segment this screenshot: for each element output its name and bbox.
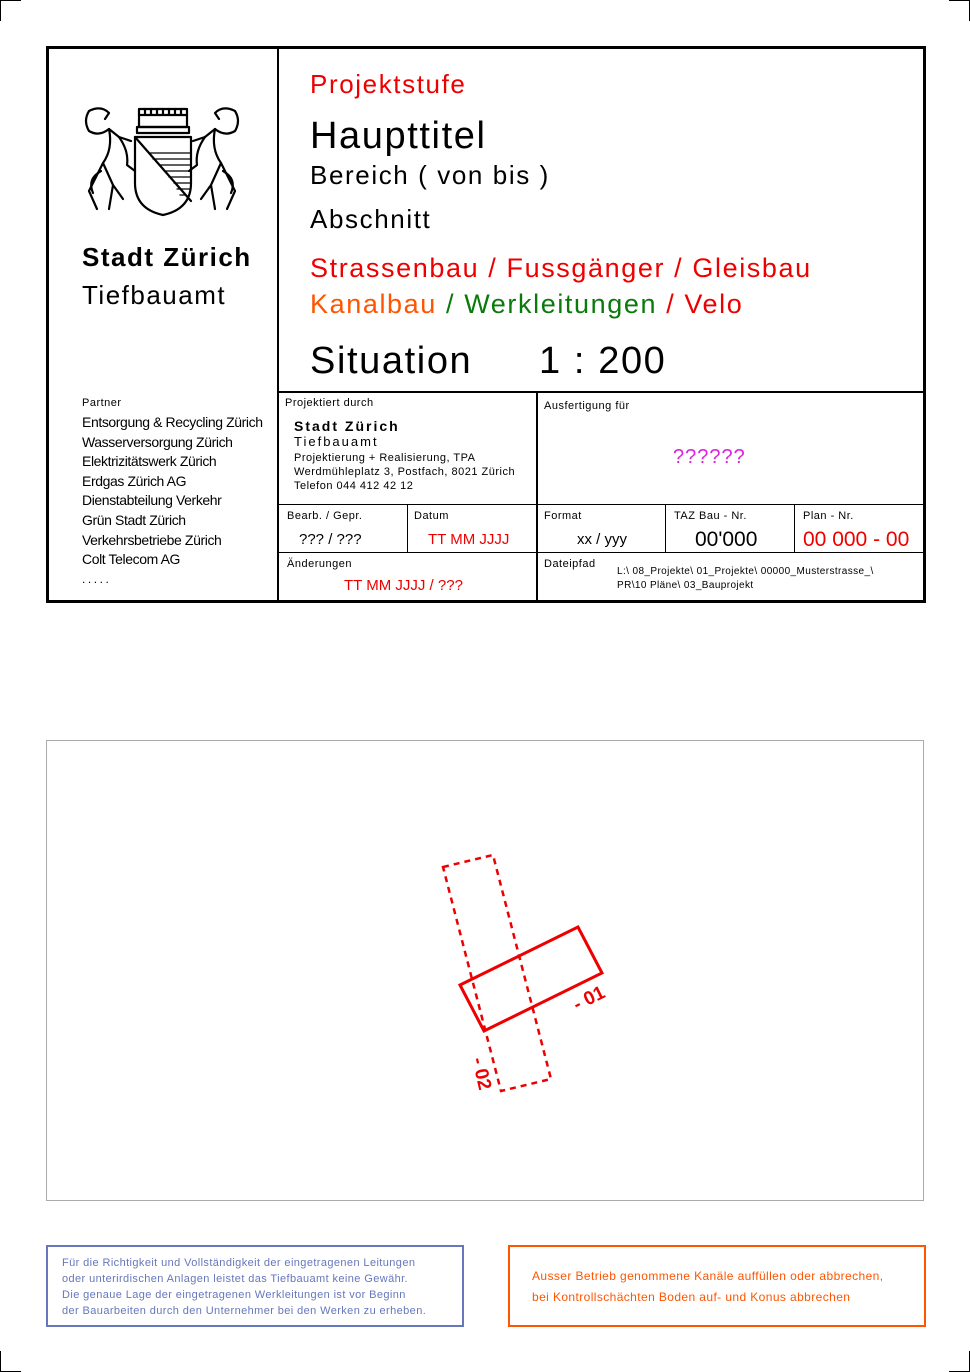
divider-row-fields xyxy=(277,504,923,505)
partner-item: Erdgas Zürich AG xyxy=(82,472,187,489)
divider-format-taz xyxy=(665,504,666,552)
partner-item: Entsorgung & Recycling Zürich xyxy=(82,414,263,430)
divider-row-aenderungen xyxy=(277,552,923,553)
note-decommissioning-line: Ausser Betrieb genommene Kanäle auffüllen oder abbrechen, xyxy=(532,1269,884,1283)
area-range: Bereich ( von bis ) xyxy=(310,160,550,190)
projektiert-department: Tiefbauamt xyxy=(294,434,379,449)
logo-org-department: Tiefbauamt xyxy=(82,280,227,310)
partner-item: . . . . . xyxy=(82,571,109,586)
discipline-velo: / Velo xyxy=(666,289,744,319)
datum-value: TT MM JJJJ xyxy=(428,531,510,548)
ausfertigung-label: Ausfertigung für xyxy=(544,400,630,412)
divider-mid xyxy=(536,391,538,600)
note-liability xyxy=(46,1245,464,1327)
projektiert-address: Werdmühleplatz 3, Postfach, 8021 Zürich xyxy=(294,466,516,478)
bearb-value: ??? / ??? xyxy=(299,531,362,548)
aenderungen-label: Änderungen xyxy=(287,558,352,570)
project-stage: Projektstufe xyxy=(310,69,467,99)
partner-item: Verkehrsbetriebe Zürich xyxy=(82,531,222,548)
plan-scale: 1 : 200 xyxy=(539,340,667,382)
section-02-outline xyxy=(443,855,551,1091)
note-liability-line: der Bauarbeiten durch den Unternehmer bei den Werken zu erheben. xyxy=(62,1305,427,1317)
projektiert-label: Projektiert durch xyxy=(285,397,374,409)
partner-item: Grün Stadt Zürich xyxy=(82,511,186,528)
dateipfad-line-2: PR\10 Pläne\ 03_Bauprojekt xyxy=(617,580,754,591)
note-decommissioning xyxy=(508,1245,926,1327)
discipline-werkleitungen: / Werkleitungen xyxy=(436,289,667,319)
projektiert-org: Stadt Zürich xyxy=(294,418,400,434)
divider-logo xyxy=(277,49,279,600)
partner-item: Dienstabteilung Verkehr xyxy=(82,492,222,509)
partner-item: Wasserversorgung Zürich xyxy=(82,433,233,450)
dateipfad-line-1: L:\ 08_Projekte\ 01_Projekte\ 00000_Musterstrasse_\ xyxy=(617,566,874,577)
discipline-line-2 xyxy=(310,291,743,318)
plan-type: Situation xyxy=(310,340,473,382)
format-value: xx / yyy xyxy=(577,531,628,548)
partner-list xyxy=(82,413,272,589)
label-section-01: - 01 xyxy=(569,982,609,1016)
label-section-02: - 02 xyxy=(467,1055,495,1093)
partner-item: Elektrizitätswerk Zürich xyxy=(82,453,217,470)
datum-label: Datum xyxy=(414,510,449,522)
title-block xyxy=(46,46,926,603)
plan-label: Plan - Nr. xyxy=(803,510,854,522)
projektiert-line-1: Projektierung + Realisierung, TPA xyxy=(294,452,476,464)
note-liability-line: Die genaue Lage der eingetragenen Werkleitungen ist vor Beginn xyxy=(62,1289,406,1301)
corner-mark-top-right xyxy=(949,0,970,21)
partner-item: Colt Telecom AG xyxy=(82,551,181,568)
divider-bearb-datum xyxy=(407,504,408,552)
divider-title-bottom xyxy=(277,391,923,393)
corner-mark-top-left xyxy=(0,0,21,21)
plan-value: 00 000 - 00 xyxy=(803,528,910,551)
situation-drawing xyxy=(47,741,923,1200)
zurich-coat-of-arms-icon xyxy=(79,101,245,221)
projektiert-phone: Telefon 044 412 42 12 xyxy=(294,480,414,492)
corner-mark-bottom-left xyxy=(0,1351,21,1372)
logo-org-name: Stadt Zürich xyxy=(82,242,252,272)
taz-value: 00'000 xyxy=(695,528,758,551)
partner-label: Partner xyxy=(82,397,122,409)
divider-taz-plan xyxy=(794,504,795,552)
section: Abschnitt xyxy=(310,204,432,234)
note-liability-line: oder unterirdischen Anlagen leistet das Tiefbauamt keine Gewähr. xyxy=(62,1273,409,1285)
taz-label: TAZ Bau - Nr. xyxy=(674,510,747,522)
bearb-label: Bearb. / Gepr. xyxy=(287,510,363,522)
note-decommissioning-line: bei Kontrollschächten Boden auf- und Konus abbrechen xyxy=(532,1290,851,1304)
format-label: Format xyxy=(544,510,582,522)
note-liability-line: Für die Richtigkeit und Vollständigkeit der eingetragenen Leitungen xyxy=(62,1257,416,1269)
discipline-line-1: Strassenbau / Fussgänger / Gleisbau xyxy=(310,253,812,283)
ausfertigung-value: ?????? xyxy=(673,446,746,468)
discipline-kanalbau: Kanalbau xyxy=(310,289,437,319)
aenderungen-value: TT MM JJJJ / ??? xyxy=(344,577,463,594)
main-title: Haupttitel xyxy=(310,115,487,157)
drawing-area xyxy=(46,740,924,1201)
corner-mark-bottom-right xyxy=(949,1351,970,1372)
dateipfad-label: Dateipfad xyxy=(544,558,596,570)
